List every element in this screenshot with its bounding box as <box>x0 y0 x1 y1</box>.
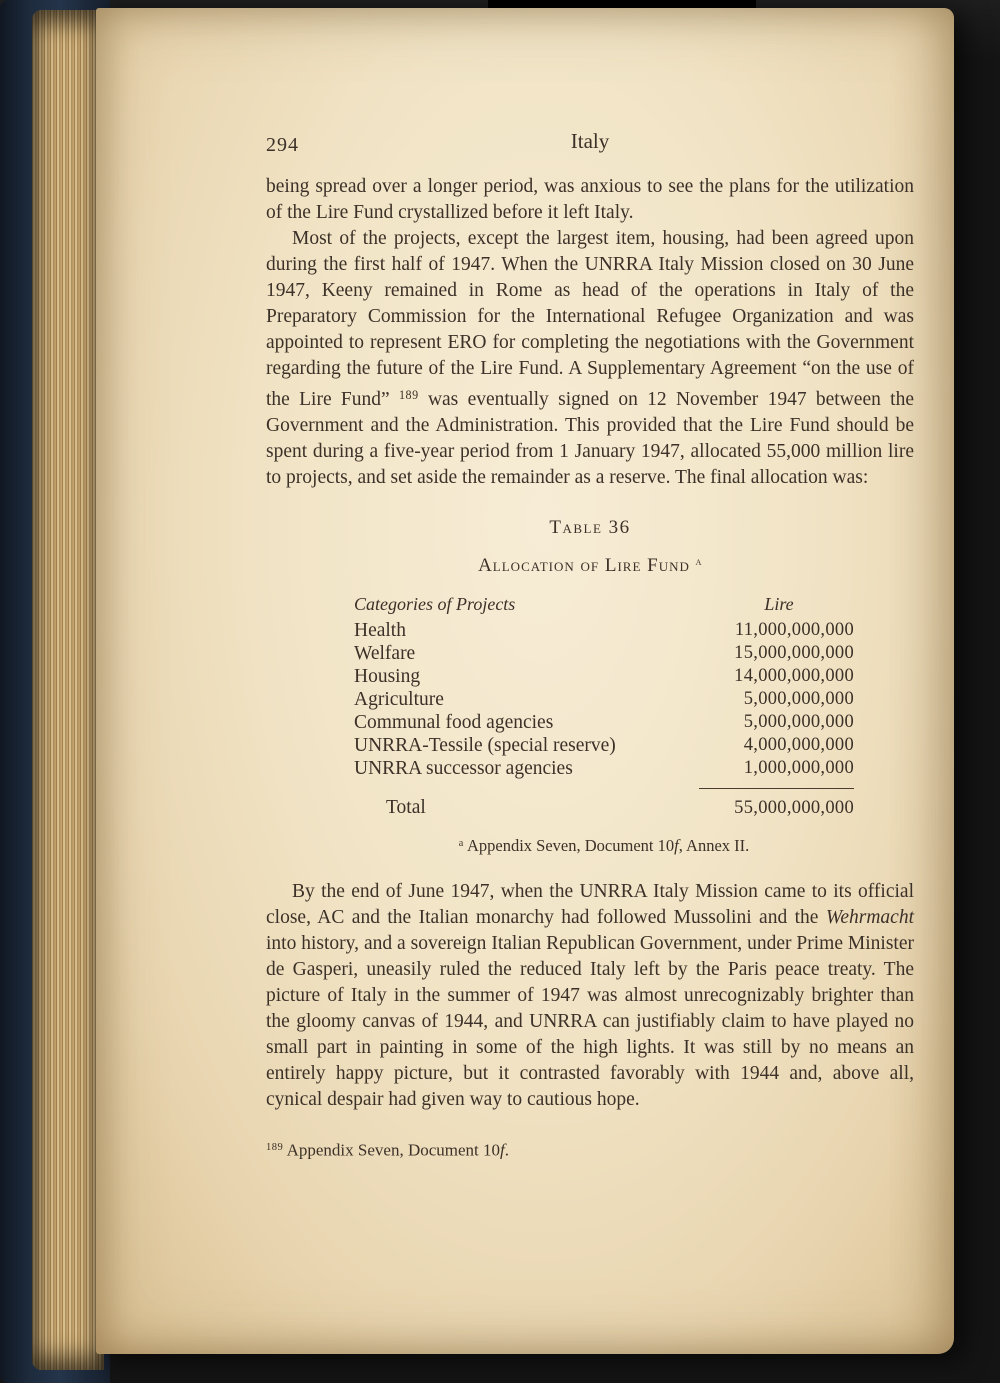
book-page <box>96 8 954 1354</box>
row-value: 4,000,000,000 <box>743 734 854 755</box>
table-footnote-text-cont: , Annex II. <box>678 836 750 856</box>
total-value: 55,000,000,000 <box>734 797 854 818</box>
table-footnote-text: Appendix Seven, Document 10 <box>463 836 675 856</box>
table-title-text: Allocation of Lire Fund <box>478 554 690 576</box>
table-row <box>354 688 854 711</box>
page-footnote-text-cont: . <box>504 1140 509 1160</box>
table-row <box>354 711 854 734</box>
column-header-lire: Lire <box>764 593 794 614</box>
table-footnote-marker: a <box>458 837 464 849</box>
row-value: 1,000,000,000 <box>743 757 854 778</box>
table-title-note-marker: a <box>695 555 702 569</box>
column-header-categories: Categories of Projects <box>354 593 516 614</box>
page-content <box>266 128 914 1163</box>
table-row <box>354 734 854 757</box>
row-category: UNRRA-Tessile (special reserve) <box>354 734 616 756</box>
page-footnote-text: Appendix Seven, Document 10 <box>283 1140 501 1160</box>
running-head: Italy <box>570 129 610 153</box>
paragraph-3 <box>266 879 914 1113</box>
paragraph-1-text: being spread over a longer period, was anxious to see the plans for the utilization of the Lire Fund crystallized before it left Italy. <box>266 176 914 223</box>
total-label: Total <box>386 796 426 818</box>
table-footnote-italic: f <box>674 836 679 856</box>
table-title <box>266 549 914 579</box>
table-row <box>354 619 854 642</box>
table-header-row <box>354 591 854 617</box>
table-body <box>354 591 854 859</box>
paragraph-3-italic-word: Wehrmacht <box>825 907 914 929</box>
paragraph-2-text-cont: was eventually signed on 12 November 1947 between the Government and the Administration. This provided that the Lire Fund should be spent during a five-year period from 1 January 1947, allocated 55,000 million lire to projects, and set aside the remainder as a reserve. The final allocation was: <box>266 389 914 489</box>
footnote-reference-189: 189 <box>399 388 419 402</box>
book-page-edges <box>32 10 104 1370</box>
paragraph-1 <box>266 174 914 226</box>
row-value: 14,000,000,000 <box>734 665 854 686</box>
table-caption: Table 36 <box>549 517 631 539</box>
row-category: Agriculture <box>354 688 444 710</box>
next-page-sliver <box>950 16 992 1350</box>
paragraph-3-text: By the end of June 1947, when the UNRRA Italy Mission came to its official close, AC and the Italian monarchy had followed Mussolini and the <box>266 881 914 929</box>
page-footnote-italic: f <box>500 1140 505 1160</box>
row-value: 15,000,000,000 <box>734 642 854 663</box>
paragraph-2-text: Most of the projects, except the largest item, housing, had been agreed upon during the first half of 1947. When the UNRRA Italy Mission closed on 30 June 1947, Keeny remained in Rome as head of the operations in Italy of the Preparatory Commission for the International Refugee Organization and was appointed to represent ERO for completing the negotiations with the Government regarding the future of the Lire Fund. A Supplementary Agreement “on the use of the Lire Fund” <box>266 228 914 411</box>
row-category: Communal food agencies <box>354 711 554 733</box>
table-36 <box>266 515 914 859</box>
table-row <box>354 757 854 780</box>
row-category: Housing <box>354 665 421 687</box>
row-category: Welfare <box>354 642 416 664</box>
page-footnote <box>266 1135 914 1163</box>
page-number: 294 <box>266 134 299 156</box>
row-category: UNRRA successor agencies <box>354 757 573 779</box>
paragraph-3-text-cont: into history, and a sovereign Italian Republican Government, under Prime Minister de Gasperi, uneasily ruled the reduced Italy left by the Paris peace treaty. The picture of Italy in the summer of 1947 was almost unrecognizably brighter than the gloomy canvas of 1944, and UNRRA can justifiably claim to have played no small part in painting in some of the high lights. It was still by no means an entirely happy picture, but it contrasted favorably with 1944 and, above all, cynical despair had given way to cautious hope. <box>266 933 914 1111</box>
paragraph-2 <box>266 226 914 491</box>
table-row <box>354 665 854 688</box>
row-value: 11,000,000,000 <box>734 619 854 640</box>
table-total-row <box>354 795 854 821</box>
row-value: 5,000,000,000 <box>743 688 854 709</box>
table-row <box>354 642 854 665</box>
row-value: 5,000,000,000 <box>743 711 854 732</box>
table-total-rule <box>699 788 854 789</box>
row-category: Health <box>354 619 406 641</box>
page-footnote-marker: 189 <box>266 1142 284 1154</box>
table-footnote <box>354 831 854 859</box>
page-header <box>266 128 914 174</box>
